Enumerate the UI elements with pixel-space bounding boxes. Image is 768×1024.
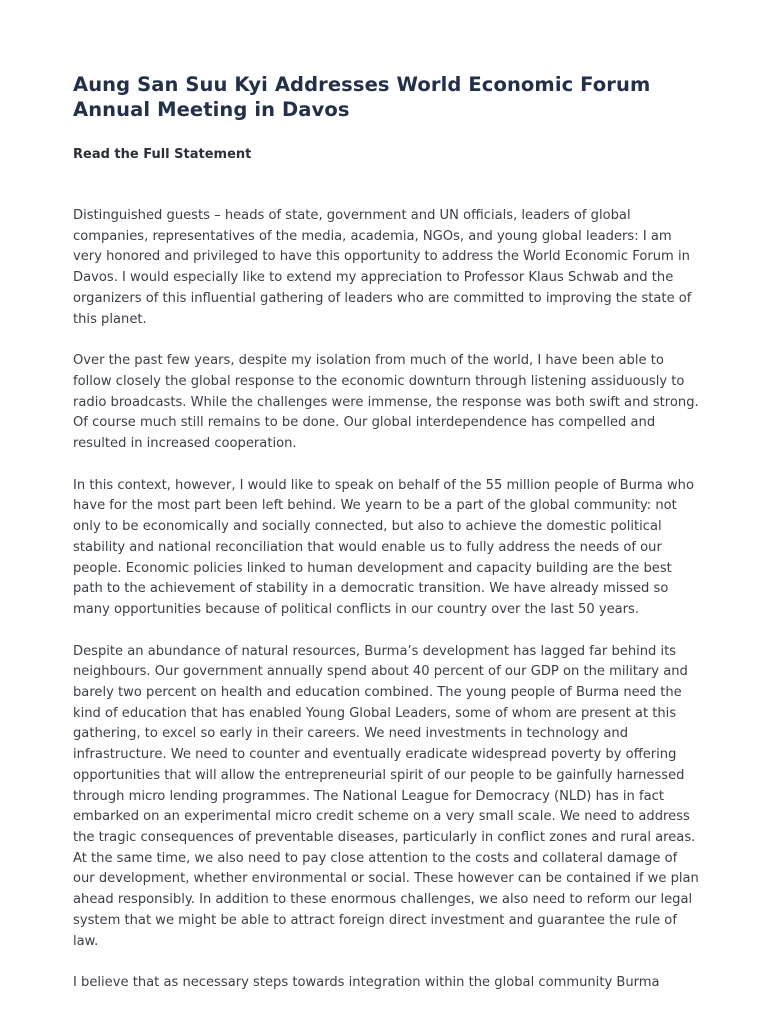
paragraph: I believe that as necessary steps towards integration within the global community Burma [73, 975, 660, 991]
paragraph: Distinguished guests – heads of state, government and UN officials, leaders of global companies, representatives of the media, academia, NGOs, and young global leaders: I am very honored and privileged to have this opportunity to address the World Economic Forum in Davos. I would especially like to extend my appreciation to Professor Klaus Schwab and the organizers of this influential gathering of leaders who are committed to improving the state of this planet. [73, 208, 692, 327]
paragraph: Despite an abundance of natural resources, Burma’s development has lagged far behind its neighbours. Our government annually spend about 40 percent of our GDP on the military and barely two percent on health and education combined. The young people of Burma need the kind of education that has enabled Young Global Leaders, some of whom are present at this gathering, to excel so early in their careers. We need investments in technology and infrastructure. We need to counter and eventually eradicate widespread poverty by offering opportunities that will allow the entrepreneurial spirit of our people to be gainfully harnessed through micro lending programmes. The National League for Democracy (NLD) has in fact embarked on an experimental micro credit scheme on a very small scale. We need to address the tragic consequences of preventable diseases, particularly in conflict zones and rural areas. At the same time, we also need to pay close attention to the costs and collateral damage of our development, whether environmental or social. These however can be contained if we plan ahead responsibly. In addition to these enormous challenges, we also need to reform our legal system that we might be able to attract foreign direct investment and guarantee the rule of law. [73, 643, 699, 949]
document-title: Aung San Suu Kyi Addresses World Economic Forum Annual Meeting in Davos [73, 73, 651, 121]
document-subtitle: Read the Full Statement [73, 147, 252, 162]
paragraph: Over the past few years, despite my isolation from much of the world, I have been able to follow closely the global response to the economic downturn through listening assiduously to radio broadcasts. While the challenges were immense, the response was both swift and strong. Of course much still remains to be done. Our global interdependence has compelled and resulted in increased cooperation. [73, 353, 699, 452]
paragraph: In this context, however, I would like to speak on behalf of the 55 million people of Burma who have for the most part been left behind. We yearn to be a part of the global community: not only to be economically and socially connected, but also to achieve the domestic political stability and national reconciliation that would enable us to fully address the needs of our people. Economic policies linked to human development and capacity building are the best path to the achievement of stability in a democratic transition. We have already missed so many opportunities because of political conflicts in our country over the last 50 years. [73, 477, 694, 617]
document-body [73, 206, 701, 1015]
